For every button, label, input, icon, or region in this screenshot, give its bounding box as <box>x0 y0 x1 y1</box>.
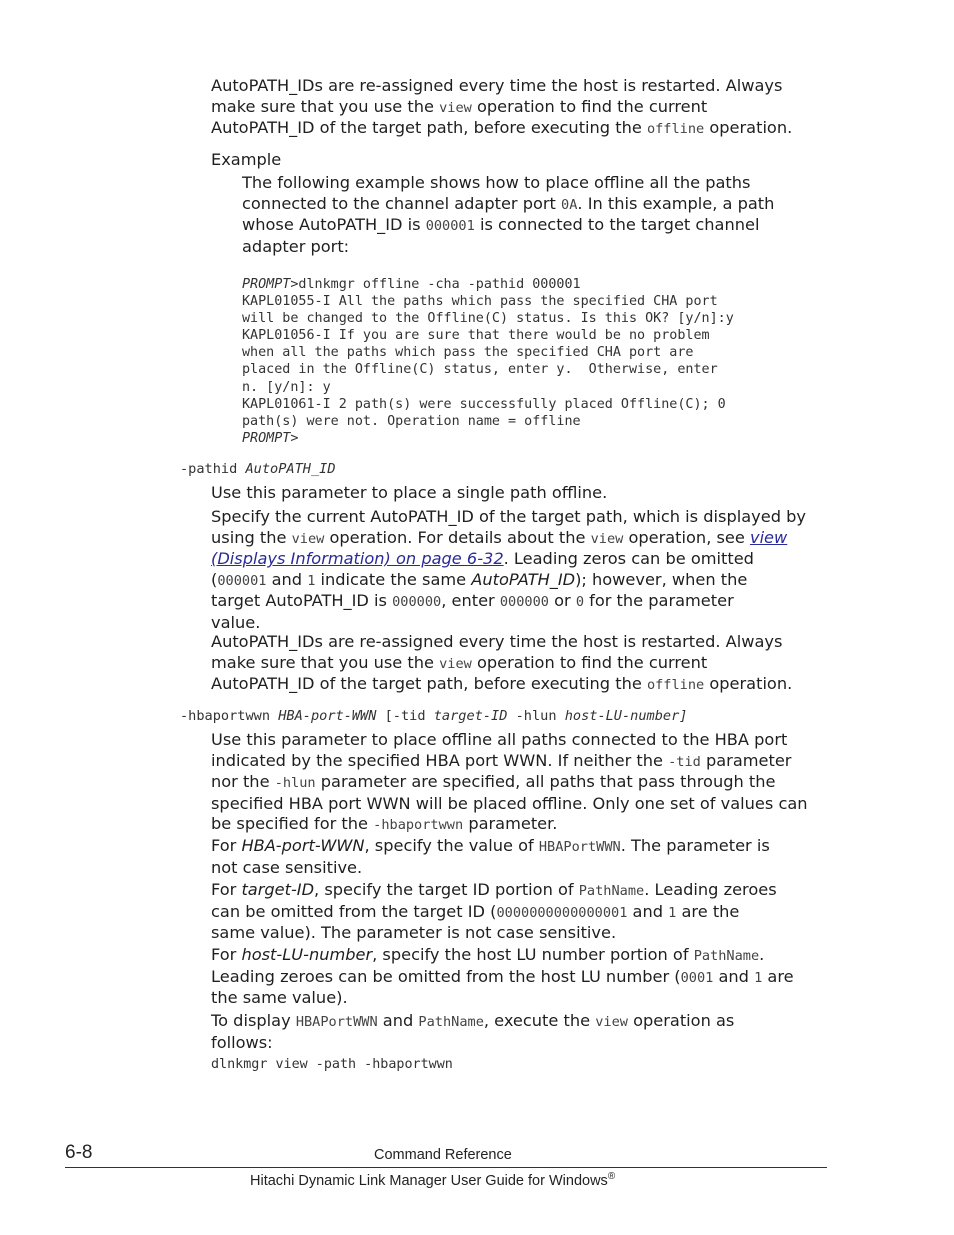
prompt-label: PROMPT <box>242 430 291 446</box>
prompt-label: PROMPT <box>242 277 291 292</box>
footer-section-title: Command Reference <box>374 1147 512 1163</box>
pathid-reassign-paragraph: AutoPATH_IDs are re-assigned every time the host is restarted. Always make sure that you use the view operation to find the current AutoPATH_ID of the target path, before executing the offline operation. <box>211 632 793 694</box>
view-link-continued[interactable]: (Displays Information) on page 6-32 <box>211 549 504 569</box>
view-link[interactable]: view <box>749 527 788 547</box>
pathid-parameter-heading: -pathid AutoPATH_ID <box>180 461 336 477</box>
example-heading: Example <box>211 150 282 169</box>
intro-paragraph: AutoPATH_IDs are re-assigned every time the host is restarted. Always make sure that you use the view operation to find the current AutoPATH_ID of the target path, before executing the offline operation. <box>211 76 793 138</box>
example-code-block: PROMPT>dlnkmgr offline -cha -pathid 000001 KAPL01055-I All the paths which pass the specified CHA port will be changed to the Offline(C) status. Is this OK? [y/n]:y KAPL01056-I If you are sure that there would be no problem when all the paths which pass the specified CHA port are placed in the Offline(C) status, enter y. Otherwise, enter n. [y/n]: y KAPL01061-I 2 path(s) were successfully placed Offline(C); 0 path(s) were not. Operation name = offline PROMPT> <box>242 277 734 446</box>
pathid-description: Use this parameter to place a single path offline. <box>211 483 608 502</box>
target-id-paragraph: For target-ID, specify the target ID portion of PathName. Leading zeroes can be omitted from the target ID (0000000000000001 and 1 are the same value). The parameter is not case sensitive. <box>211 880 777 943</box>
display-instructions-paragraph: To display HBAPortWWN and PathName, execute the view operation as follows: <box>211 1011 735 1052</box>
footer-divider <box>65 1167 827 1168</box>
page-number: 6-8 <box>65 1142 93 1163</box>
hba-port-wwn-paragraph: For HBA-port-WWN, specify the value of HBAPortWWN. The parameter is not case sensitive. <box>211 836 770 877</box>
example-description: The following example shows how to place offline all the paths connected to the channel adapter port 0A. In this example, a path whose AutoPATH_ID is 000001 is connected to the target channel adapter port: <box>242 173 775 256</box>
pathid-specify-paragraph: Specify the current AutoPATH_ID of the target path, which is displayed by using the view operation. For details about the view operation, see view (Displays Information) on page 6-32. Leading zeros can be omitted (000001 and 1 indicate the same AutoPATH_ID); however, when the target AutoPATH_ID is 000000, enter 000000 or 0 for the parameter value. <box>211 507 806 632</box>
hbaportwwn-parameter-heading: -hbaportwwn HBA-port-WWN [-tid target-ID -hlun host-LU-number] <box>180 708 688 724</box>
host-lu-number-paragraph: For host-LU-number, specify the host LU number portion of PathName. Leading zeroes can be omitted from the host LU number (0001 and 1 are the same value). <box>211 945 794 1008</box>
view-command-code: dlnkmgr view -path -hbaportwwn <box>211 1057 453 1072</box>
footer-book-title: Hitachi Dynamic Link Manager User Guide for Windows® <box>250 1171 616 1189</box>
hba-description-paragraph: Use this parameter to place offline all paths connected to the HBA port indicated by the specified HBA port WWN. If neither the -tid parameter nor the -hlun parameter are specified, all paths that pass through the specified HBA port WWN will be placed offline. Only one set of values can be specified for the -hbaportwwn parameter. <box>211 730 808 834</box>
